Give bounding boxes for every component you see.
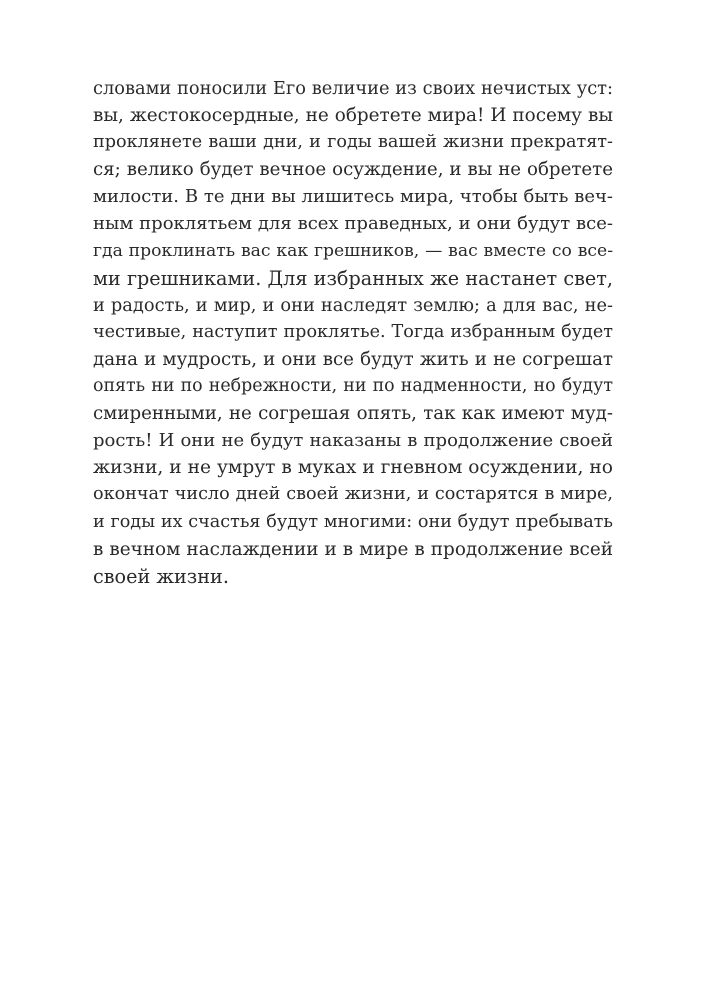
text-line: и радость, и мир, и они наследят землю; а для вас, не- [93,294,613,316]
text-line: рость! И они не будут наказаны в продолжение своей [93,430,613,452]
text-line: дана и мудрость, и они все будут жить и не согрешат [93,348,613,370]
text-line: в вечном наслаждении и в мире в продолжение всей [93,538,613,560]
text-line: жизни, и не умрут в муках и гневном осуждении, но [93,457,613,479]
body-paragraph [93,75,613,590]
text-line: ми грешниками. Для избранных же настанет свет, [93,266,613,290]
text-line: опять ни по небрежности, ни по надменности, но будут [93,376,613,397]
text-line: вы, жестокосердные, не обретете мира! И посему вы [93,105,613,127]
text-line: милости. В те дни вы лишитесь мира, чтобы быть веч- [93,186,613,208]
text-line-last: своей жизни. [93,564,229,588]
text-line: гда проклинать вас как грешников, — вас вместе со все- [93,240,613,261]
text-line: и годы их счастья будут многими: они будут пребывать [93,511,613,532]
text-line: окончат число дней своей жизни, и состарятся в мире, [93,484,613,505]
text-line: ным проклятьем для всех праведных, и они будут все- [93,213,613,235]
text-line: честивые, наступит проклятье. Тогда избранным будет [93,321,613,342]
text-line: проклянете ваши дни, и годы вашей жизни прекратят- [93,132,613,153]
text-line: ся; велико будет вечное осуждение, и вы не обретете [93,159,613,181]
text-line: словами поносили Его величие из своих нечистых уст: [93,78,613,99]
text-line: смиренными, не согрешая опять, так как имеют муд- [93,403,613,425]
